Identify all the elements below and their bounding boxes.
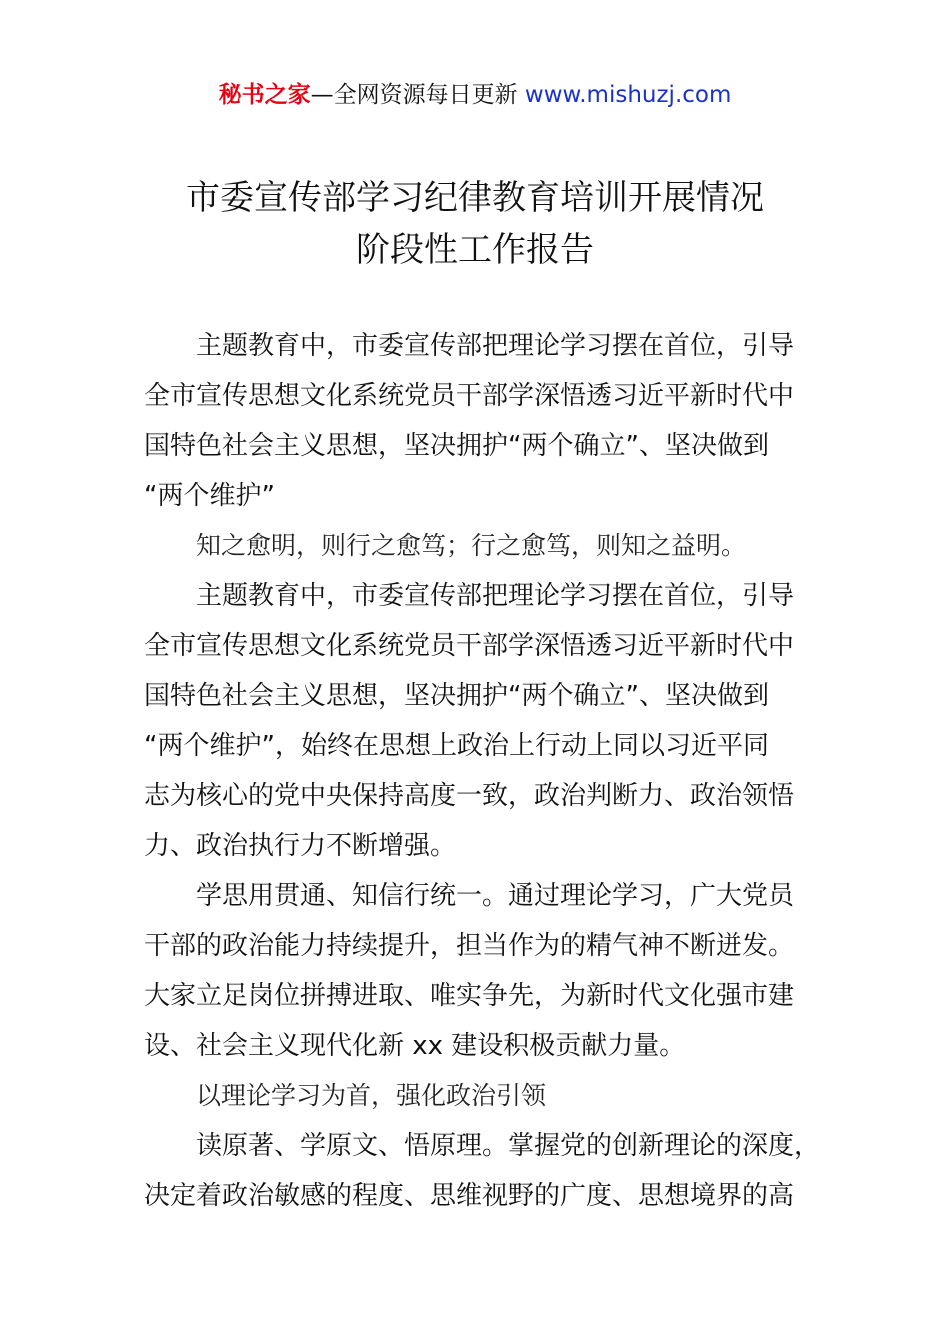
document-title-line-1: 市委宣传部学习纪律教育培训开展情况 — [186, 178, 764, 218]
paragraph-3-line-6: 力、政治执行力不断增强。 — [144, 831, 457, 861]
paragraph-1-line-4: “两个维护” — [144, 481, 275, 511]
paragraph-6-line-2: 决定着政治敏感的程度、思维视野的广度、思想境界的高 — [144, 1181, 795, 1211]
paragraph-4-line-2: 干部的政治能力持续提升，担当作为的精气神不断迸发。 — [144, 931, 795, 961]
paragraph-3-line-4: “两个维护”，始终在思想上政治上行动上同以习近平同 — [144, 731, 769, 761]
site-header — [0, 78, 950, 112]
site-url-link[interactable]: www.mishuzj.com — [524, 82, 732, 108]
paragraph-4-line-3: 大家立足岗位拼搏进取、唯实争先，为新时代文化强市建 — [144, 981, 795, 1011]
document-title-line-2: 阶段性工作报告 — [356, 230, 594, 270]
brand-name: 秘书之家 — [218, 82, 311, 108]
paragraph-3-line-2: 全市宣传思想文化系统党员干部学深悟透习近平新时代中 — [144, 631, 795, 661]
paragraph-3-line-3: 国特色社会主义思想，坚决拥护“两个确立”、坚决做到 — [144, 681, 769, 711]
paragraph-3-line-5: 志为核心的党中央保持高度一致，政治判断力、政治领悟 — [144, 781, 795, 811]
paragraph-1-line-1: 主题教育中，市委宣传部把理论学习摆在首位，引导 — [196, 331, 795, 361]
paragraph-1-line-2: 全市宣传思想文化系统党员干部学深悟透习近平新时代中 — [144, 381, 795, 411]
section-heading: 以理论学习为首，强化政治引领 — [196, 1081, 547, 1110]
paragraph-6-line-1: 读原著、学原文、悟原理。掌握党的创新理论的深度， — [196, 1131, 821, 1161]
paragraph-3-line-1: 主题教育中，市委宣传部把理论学习摆在首位，引导 — [196, 581, 795, 611]
header-slogan: —全网资源每日更新 — [310, 82, 518, 108]
paragraph-4-line-1: 学思用贯通、知信行统一。通过理论学习，广大党员 — [196, 881, 795, 911]
paragraph-4-line-4: 设、社会主义现代化新 xx 建设积极贡献力量。 — [144, 1031, 686, 1061]
paragraph-1-line-3: 国特色社会主义思想，坚决拥护“两个确立”、坚决做到 — [144, 431, 769, 461]
paragraph-2-line-1: 知之愈明，则行之愈笃；行之愈笃，则知之益明。 — [196, 531, 747, 560]
